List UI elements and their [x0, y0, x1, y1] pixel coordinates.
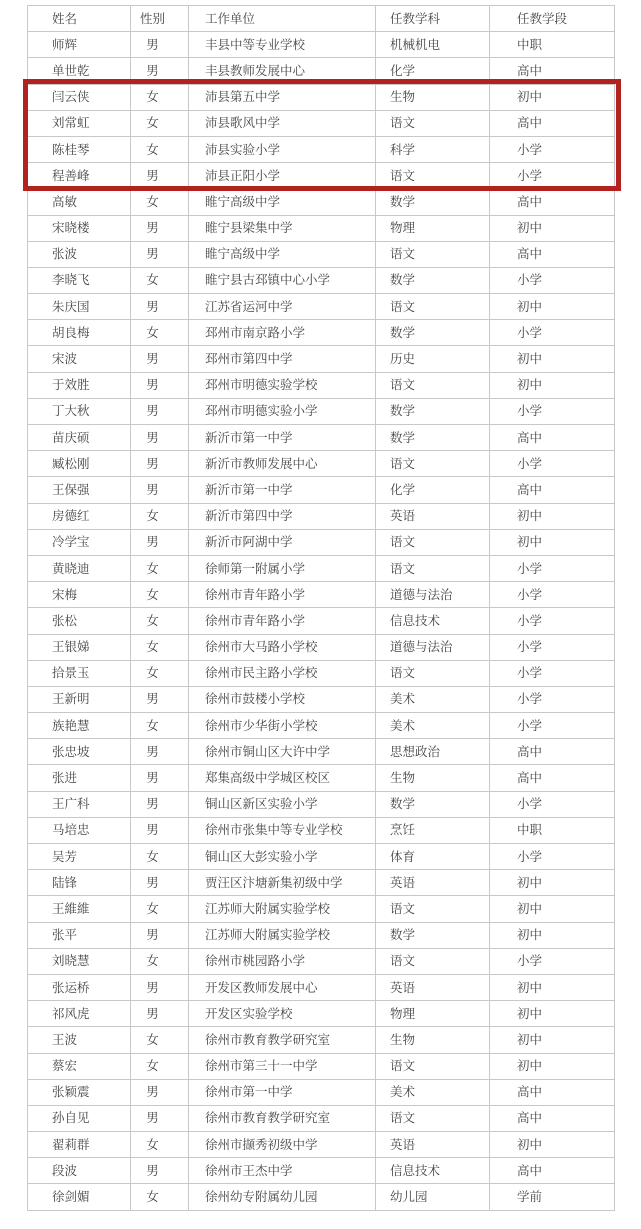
cell-gender: 男 [131, 922, 189, 948]
table-row [28, 241, 615, 267]
cell-workplace: 徐州市教育教学研究室 [189, 1027, 376, 1053]
cell-gender: 男 [131, 477, 189, 503]
cell-workplace: 江苏师大附属实验学校 [189, 922, 376, 948]
cell-gender: 男 [131, 791, 189, 817]
cell-workplace: 郑集高级中学城区校区 [189, 765, 376, 791]
cell-stage: 高中 [490, 241, 615, 267]
cell-stage: 初中 [490, 974, 615, 1000]
cell-workplace: 睢宁县梁集中学 [189, 215, 376, 241]
cell-workplace: 沛县实验小学 [189, 136, 376, 162]
cell-stage: 高中 [490, 189, 615, 215]
cell-subject: 道德与法治 [376, 582, 490, 608]
cell-stage: 高中 [490, 765, 615, 791]
cell-workplace: 徐师第一附属小学 [189, 555, 376, 581]
cell-workplace: 徐州市青年路小学 [189, 608, 376, 634]
cell-gender: 男 [131, 32, 189, 58]
cell-subject: 语文 [376, 1105, 490, 1131]
cell-subject: 信息技术 [376, 608, 490, 634]
cell-gender: 女 [131, 136, 189, 162]
table-row [28, 529, 615, 555]
cell-name: 孙自见 [28, 1105, 131, 1131]
cell-gender: 男 [131, 765, 189, 791]
cell-name: 苗庆硕 [28, 425, 131, 451]
table-row [28, 896, 615, 922]
cell-stage: 初中 [490, 346, 615, 372]
table-row [28, 582, 615, 608]
cell-subject: 数学 [376, 189, 490, 215]
cell-workplace: 新沂市阿湖中学 [189, 529, 376, 555]
table-row [28, 1053, 615, 1079]
cell-stage: 小学 [490, 320, 615, 346]
cell-stage: 初中 [490, 1053, 615, 1079]
table-row [28, 922, 615, 948]
cell-stage: 初中 [490, 84, 615, 110]
cell-name: 张平 [28, 922, 131, 948]
cell-gender: 男 [131, 241, 189, 267]
cell-gender: 男 [131, 1158, 189, 1184]
table-row [28, 451, 615, 477]
cell-gender: 男 [131, 529, 189, 555]
cell-subject: 物理 [376, 215, 490, 241]
cell-subject: 语文 [376, 555, 490, 581]
table-row [28, 294, 615, 320]
table-row [28, 660, 615, 686]
table-row [28, 739, 615, 765]
header-row [28, 6, 615, 32]
cell-stage: 小学 [490, 136, 615, 162]
cell-name: 张颖震 [28, 1079, 131, 1105]
cell-gender: 男 [131, 451, 189, 477]
table-row [28, 1158, 615, 1184]
cell-subject: 语文 [376, 241, 490, 267]
cell-gender: 男 [131, 974, 189, 1000]
cell-subject: 体育 [376, 844, 490, 870]
cell-stage: 小学 [490, 660, 615, 686]
cell-name: 单世乾 [28, 58, 131, 84]
cell-workplace: 徐州市大马路小学校 [189, 634, 376, 660]
cell-name: 马培忠 [28, 817, 131, 843]
cell-gender: 女 [131, 634, 189, 660]
table-row [28, 267, 615, 293]
cell-gender: 男 [131, 215, 189, 241]
cell-stage: 小学 [490, 634, 615, 660]
cell-workplace: 沛县歌风中学 [189, 110, 376, 136]
cell-stage: 高中 [490, 1105, 615, 1131]
cell-workplace: 睢宁县古邳镇中心小学 [189, 267, 376, 293]
cell-subject: 化学 [376, 58, 490, 84]
cell-workplace: 邳州市明德实验小学 [189, 398, 376, 424]
cell-subject: 生物 [376, 84, 490, 110]
cell-gender: 女 [131, 320, 189, 346]
cell-gender: 女 [131, 582, 189, 608]
cell-name: 张运桥 [28, 974, 131, 1000]
table-row [28, 136, 615, 162]
cell-subject: 语文 [376, 110, 490, 136]
cell-stage: 小学 [490, 713, 615, 739]
cell-stage: 初中 [490, 1027, 615, 1053]
cell-subject: 英语 [376, 503, 490, 529]
cell-name: 王波 [28, 1027, 131, 1053]
cell-gender: 女 [131, 555, 189, 581]
table-row [28, 791, 615, 817]
cell-subject: 烹饪 [376, 817, 490, 843]
cell-subject: 科学 [376, 136, 490, 162]
cell-stage: 小学 [490, 948, 615, 974]
cell-name: 朱庆国 [28, 294, 131, 320]
table-row [28, 608, 615, 634]
header-gender: 性别 [131, 6, 189, 32]
cell-workplace: 开发区教师发展中心 [189, 974, 376, 1000]
cell-workplace: 徐州市少华街小学校 [189, 713, 376, 739]
cell-workplace: 徐州市教育教学研究室 [189, 1105, 376, 1131]
cell-stage: 初中 [490, 372, 615, 398]
table-row [28, 870, 615, 896]
cell-subject: 语文 [376, 372, 490, 398]
cell-gender: 女 [131, 608, 189, 634]
cell-stage: 小学 [490, 844, 615, 870]
cell-gender: 女 [131, 110, 189, 136]
cell-name: 张波 [28, 241, 131, 267]
cell-subject: 数学 [376, 398, 490, 424]
cell-stage: 初中 [490, 503, 615, 529]
cell-subject: 化学 [376, 477, 490, 503]
cell-stage: 小学 [490, 555, 615, 581]
table-row [28, 1132, 615, 1158]
cell-name: 臧松刚 [28, 451, 131, 477]
cell-name: 黄晓迪 [28, 555, 131, 581]
cell-name: 宋波 [28, 346, 131, 372]
cell-name: 李晓飞 [28, 267, 131, 293]
cell-workplace: 丰县教师发展中心 [189, 58, 376, 84]
cell-name: 刘常虹 [28, 110, 131, 136]
table-row [28, 32, 615, 58]
cell-subject: 美术 [376, 1079, 490, 1105]
table-row [28, 189, 615, 215]
cell-workplace: 新沂市教师发展中心 [189, 451, 376, 477]
cell-stage: 初中 [490, 1132, 615, 1158]
cell-gender: 男 [131, 425, 189, 451]
table-row [28, 163, 615, 189]
cell-workplace: 徐州幼专附属幼儿园 [189, 1184, 376, 1210]
cell-workplace: 徐州市桃园路小学 [189, 948, 376, 974]
cell-subject: 道德与法治 [376, 634, 490, 660]
cell-name: 拾景玉 [28, 660, 131, 686]
cell-stage: 初中 [490, 1001, 615, 1027]
table-row [28, 1001, 615, 1027]
cell-subject: 生物 [376, 765, 490, 791]
cell-stage: 初中 [490, 215, 615, 241]
cell-workplace: 徐州市民主路小学校 [189, 660, 376, 686]
cell-gender: 男 [131, 1079, 189, 1105]
cell-stage: 中职 [490, 32, 615, 58]
cell-gender: 女 [131, 1184, 189, 1210]
cell-gender: 女 [131, 1132, 189, 1158]
cell-gender: 男 [131, 739, 189, 765]
cell-name: 段波 [28, 1158, 131, 1184]
cell-name: 程善峰 [28, 163, 131, 189]
cell-gender: 女 [131, 84, 189, 110]
table-row [28, 686, 615, 712]
cell-subject: 语文 [376, 1053, 490, 1079]
table-row [28, 555, 615, 581]
cell-stage: 高中 [490, 477, 615, 503]
cell-workplace: 邳州市第四中学 [189, 346, 376, 372]
cell-workplace: 沛县正阳小学 [189, 163, 376, 189]
table-row [28, 948, 615, 974]
cell-stage: 小学 [490, 267, 615, 293]
cell-name: 张忠坡 [28, 739, 131, 765]
table-row [28, 503, 615, 529]
table-row [28, 477, 615, 503]
table-row [28, 1079, 615, 1105]
table-row [28, 372, 615, 398]
table-row [28, 425, 615, 451]
cell-subject: 语文 [376, 529, 490, 555]
cell-subject: 语文 [376, 163, 490, 189]
table-row [28, 713, 615, 739]
cell-name: 王银娣 [28, 634, 131, 660]
cell-gender: 男 [131, 372, 189, 398]
table-row [28, 58, 615, 84]
cell-stage: 小学 [490, 608, 615, 634]
cell-workplace: 新沂市第四中学 [189, 503, 376, 529]
table-row [28, 398, 615, 424]
table-row [28, 1184, 615, 1210]
cell-subject: 语文 [376, 451, 490, 477]
cell-subject: 英语 [376, 974, 490, 1000]
table-row [28, 974, 615, 1000]
cell-subject: 机械机电 [376, 32, 490, 58]
header-workplace: 工作单位 [189, 6, 376, 32]
cell-stage: 高中 [490, 58, 615, 84]
header-stage: 任教学段 [490, 6, 615, 32]
cell-name: 族艳慧 [28, 713, 131, 739]
cell-stage: 小学 [490, 686, 615, 712]
cell-name: 闫云侠 [28, 84, 131, 110]
cell-gender: 男 [131, 346, 189, 372]
cell-workplace: 铜山区新区实验小学 [189, 791, 376, 817]
cell-stage: 高中 [490, 425, 615, 451]
cell-name: 祁风虎 [28, 1001, 131, 1027]
cell-gender: 女 [131, 844, 189, 870]
cell-stage: 初中 [490, 922, 615, 948]
cell-stage: 初中 [490, 529, 615, 555]
cell-subject: 语文 [376, 294, 490, 320]
table-row [28, 1027, 615, 1053]
cell-name: 宋晓楼 [28, 215, 131, 241]
cell-name: 王維維 [28, 896, 131, 922]
cell-workplace: 沛县第五中学 [189, 84, 376, 110]
cell-name: 陆锋 [28, 870, 131, 896]
cell-name: 蔡宏 [28, 1053, 131, 1079]
cell-workplace: 开发区实验学校 [189, 1001, 376, 1027]
cell-subject: 思想政治 [376, 739, 490, 765]
table-row [28, 817, 615, 843]
cell-workplace: 徐州市第一中学 [189, 1079, 376, 1105]
cell-workplace: 江苏省运河中学 [189, 294, 376, 320]
cell-workplace: 新沂市第一中学 [189, 477, 376, 503]
cell-name: 丁大秋 [28, 398, 131, 424]
cell-stage: 小学 [490, 582, 615, 608]
cell-workplace: 徐州市鼓楼小学校 [189, 686, 376, 712]
cell-gender: 女 [131, 189, 189, 215]
cell-stage: 高中 [490, 1079, 615, 1105]
cell-name: 王新明 [28, 686, 131, 712]
cell-workplace: 铜山区大彭实验小学 [189, 844, 376, 870]
cell-subject: 物理 [376, 1001, 490, 1027]
cell-stage: 初中 [490, 294, 615, 320]
header-subject: 任教学科 [376, 6, 490, 32]
cell-name: 高敏 [28, 189, 131, 215]
table-row [28, 634, 615, 660]
cell-subject: 生物 [376, 1027, 490, 1053]
cell-workplace: 江苏师大附属实验学校 [189, 896, 376, 922]
cell-name: 张松 [28, 608, 131, 634]
cell-name: 翟莉群 [28, 1132, 131, 1158]
cell-subject: 英语 [376, 1132, 490, 1158]
cell-workplace: 睢宁高级中学 [189, 189, 376, 215]
table-row [28, 215, 615, 241]
cell-subject: 数学 [376, 320, 490, 346]
cell-name: 冷学宝 [28, 529, 131, 555]
cell-gender: 女 [131, 948, 189, 974]
cell-stage: 中职 [490, 817, 615, 843]
cell-gender: 女 [131, 503, 189, 529]
cell-subject: 数学 [376, 922, 490, 948]
cell-subject: 幼儿园 [376, 1184, 490, 1210]
cell-subject: 语文 [376, 948, 490, 974]
cell-workplace: 丰县中等专业学校 [189, 32, 376, 58]
table-row [28, 110, 615, 136]
table-row [28, 1105, 615, 1131]
table-row [28, 765, 615, 791]
cell-gender: 女 [131, 1053, 189, 1079]
cell-name: 宋梅 [28, 582, 131, 608]
cell-subject: 英语 [376, 870, 490, 896]
cell-workplace: 新沂市第一中学 [189, 425, 376, 451]
cell-subject: 数学 [376, 267, 490, 293]
cell-subject: 数学 [376, 791, 490, 817]
cell-stage: 高中 [490, 739, 615, 765]
cell-subject: 历史 [376, 346, 490, 372]
table-row [28, 320, 615, 346]
cell-gender: 女 [131, 660, 189, 686]
cell-subject: 美术 [376, 713, 490, 739]
cell-gender: 男 [131, 163, 189, 189]
cell-gender: 男 [131, 870, 189, 896]
cell-name: 房德红 [28, 503, 131, 529]
cell-name: 刘晓慧 [28, 948, 131, 974]
cell-workplace: 睢宁高级中学 [189, 241, 376, 267]
cell-workplace: 徐州市张集中等专业学校 [189, 817, 376, 843]
cell-stage: 高中 [490, 110, 615, 136]
cell-gender: 女 [131, 267, 189, 293]
cell-gender: 男 [131, 398, 189, 424]
cell-gender: 男 [131, 686, 189, 712]
cell-subject: 美术 [376, 686, 490, 712]
header-name: 姓名 [28, 6, 131, 32]
cell-workplace: 徐州市撷秀初级中学 [189, 1132, 376, 1158]
cell-gender: 女 [131, 1027, 189, 1053]
cell-gender: 男 [131, 1001, 189, 1027]
table-row [28, 84, 615, 110]
cell-workplace: 徐州市王杰中学 [189, 1158, 376, 1184]
cell-subject: 信息技术 [376, 1158, 490, 1184]
table-row [28, 346, 615, 372]
cell-gender: 男 [131, 294, 189, 320]
cell-gender: 女 [131, 896, 189, 922]
cell-name: 王广科 [28, 791, 131, 817]
cell-name: 胡良梅 [28, 320, 131, 346]
cell-stage: 小学 [490, 398, 615, 424]
cell-name: 陈桂琴 [28, 136, 131, 162]
cell-gender: 男 [131, 1105, 189, 1131]
cell-stage: 高中 [490, 1158, 615, 1184]
cell-stage: 初中 [490, 870, 615, 896]
cell-workplace: 邳州市明德实验学校 [189, 372, 376, 398]
cell-name: 王保强 [28, 477, 131, 503]
teacher-list-table [27, 5, 614, 1211]
cell-subject: 语文 [376, 896, 490, 922]
cell-gender: 男 [131, 58, 189, 84]
table-row [28, 844, 615, 870]
cell-name: 徐剑媚 [28, 1184, 131, 1210]
cell-stage: 学前 [490, 1184, 615, 1210]
cell-gender: 男 [131, 817, 189, 843]
cell-workplace: 徐州市青年路小学 [189, 582, 376, 608]
cell-name: 张进 [28, 765, 131, 791]
cell-name: 于效胜 [28, 372, 131, 398]
cell-stage: 小学 [490, 791, 615, 817]
cell-subject: 数学 [376, 425, 490, 451]
cell-gender: 女 [131, 713, 189, 739]
cell-stage: 小学 [490, 163, 615, 189]
cell-stage: 初中 [490, 896, 615, 922]
cell-name: 吴芳 [28, 844, 131, 870]
cell-workplace: 邳州市南京路小学 [189, 320, 376, 346]
cell-subject: 语文 [376, 660, 490, 686]
cell-name: 师辉 [28, 32, 131, 58]
cell-workplace: 徐州市铜山区大许中学 [189, 739, 376, 765]
cell-workplace: 贾汪区汴塘新集初级中学 [189, 870, 376, 896]
cell-stage: 小学 [490, 451, 615, 477]
cell-workplace: 徐州市第三十一中学 [189, 1053, 376, 1079]
